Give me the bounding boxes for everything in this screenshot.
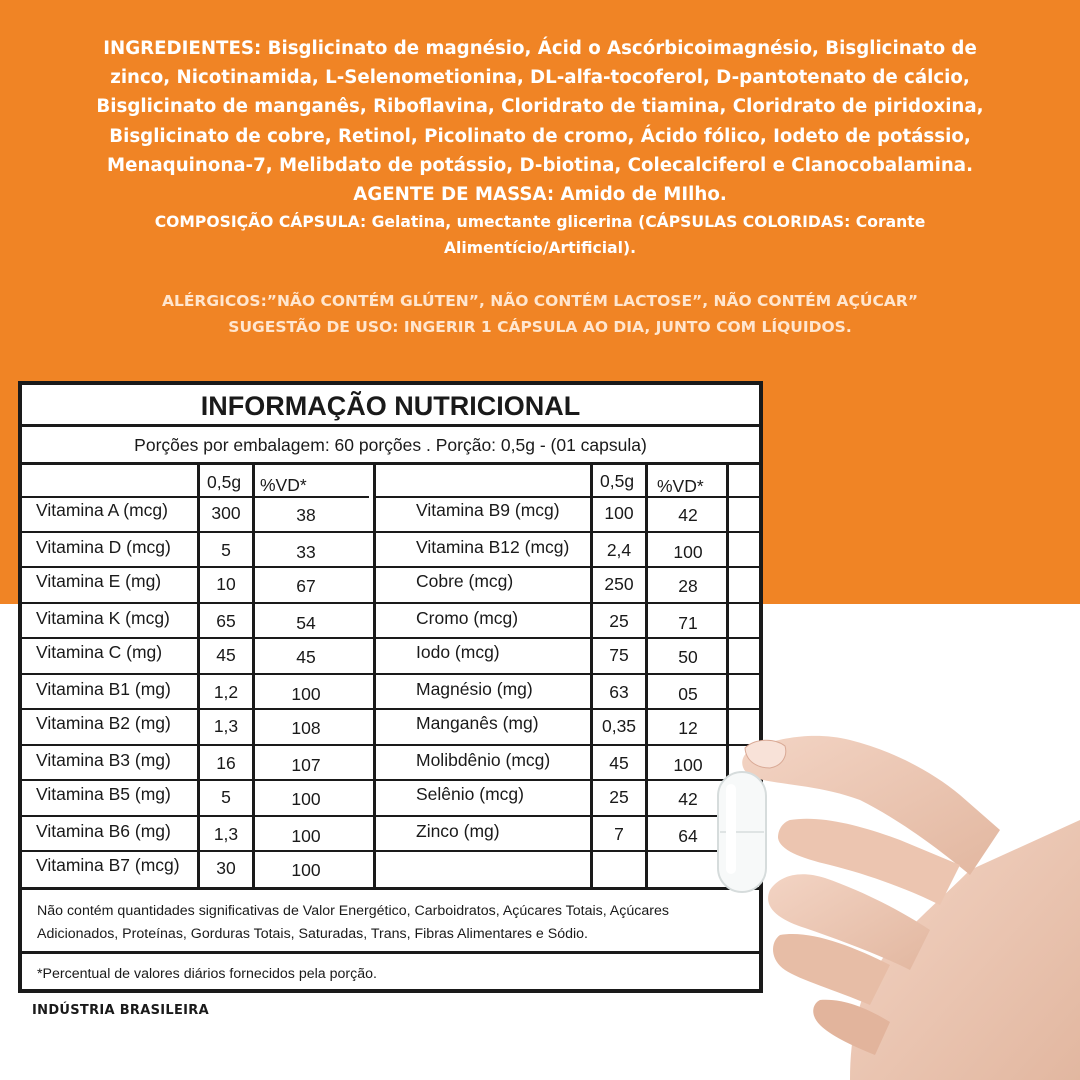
nutrition-facts-panel [18, 381, 763, 993]
nutrient-dv: 33 [296, 541, 316, 562]
nutrient-dv: 108 [291, 718, 321, 738]
column-divider [373, 465, 376, 887]
nutrient-amount: 25 [609, 787, 629, 807]
nutrient-amount: 7 [614, 823, 624, 844]
divider [22, 496, 369, 498]
nutrient-name: Vitamina B12 (mcg) [416, 536, 570, 557]
nutrient-amount: 75 [609, 645, 629, 665]
divider [22, 424, 759, 427]
row-divider [22, 815, 759, 817]
nutrient-name: Vitamina B7 (mcg) [36, 855, 180, 875]
row-divider [22, 850, 759, 852]
nutrient-name: Vitamina B6 (mg) [36, 820, 171, 841]
column-divider [645, 465, 648, 887]
nutrient-dv: 67 [296, 576, 316, 596]
row-divider [22, 673, 759, 675]
nutrient-amount: 45 [216, 645, 236, 665]
nutrient-amount: 65 [216, 610, 236, 631]
nutrient-name: Vitamina B3 (mg) [36, 749, 171, 770]
nutrient-name: Cobre (mcg) [416, 571, 514, 591]
nutrient-name: Vitamina C (mg) [36, 642, 163, 662]
nutrient-name: Zinco (mg) [416, 820, 500, 841]
nutrient-name: Vitamina D (mcg) [36, 536, 171, 557]
column-header-portion: 0,5g [600, 471, 635, 491]
servings-info: Porções por embalagem: 60 porções . Porção: 0,5g - (01 capsula) [134, 435, 647, 455]
nutrient-dv: 100 [291, 683, 321, 704]
row-divider [22, 602, 759, 604]
nutrient-amount: 16 [216, 752, 236, 773]
nutrient-amount: 2,4 [606, 539, 632, 560]
nutrient-name: Molibdênio (mcg) [416, 749, 551, 770]
nutrient-name: Vitamina E (mg) [36, 571, 162, 591]
nutrient-amount: 10 [216, 574, 236, 594]
ingredients-block [80, 34, 1000, 261]
column-divider [252, 465, 255, 887]
row-divider [22, 744, 759, 746]
column-header-portion: 0,5g [207, 472, 242, 492]
nutrient-amount: 30 [216, 858, 236, 878]
nutrient-dv: 54 [296, 612, 316, 633]
nutrient-amount: 1,3 [213, 716, 239, 736]
nutrient-dv: 38 [296, 505, 316, 525]
ingredients-text: INGREDIENTES: Bisglicinato de magnésio, Ácid o Ascórbicoimagnésio, Bisglicinato de zinco, Nicotinamida, L-Selenometionina, DL-alfa-tocoferol, D-pantotenato de cálcio, Bisglicinato de manganês, Riboflavina, Cloridrato de tiamina, Cloridrato de piridoxina, Bisglicinato de cobre, Retinol, Picolinato de cromo, Ácido fólico, Iodeto de potássio, Menaquinona-7, Melibdato de potássio, D-biotina, Colecalciferol e Clanocobalamina. AGENTE DE MASSA: Amido de MIlho. [96, 38, 984, 206]
nutrient-name: Manganês (mg) [416, 713, 539, 733]
nutrient-dv: 100 [291, 860, 321, 880]
origin-label: INDÚSTRIA BRASILEIRA [32, 1003, 209, 1018]
nutrient-amount: 100 [604, 503, 634, 523]
column-header-dv: %VD* [657, 476, 704, 496]
nutrient-amount: 300 [211, 503, 241, 523]
nutrient-amount: 250 [604, 574, 634, 594]
divider [22, 951, 759, 954]
nutrient-dv: 28 [678, 576, 698, 596]
nutrient-dv: 45 [296, 647, 316, 667]
nutrient-name: Selênio (mcg) [416, 784, 524, 804]
nutrient-dv: 42 [678, 505, 698, 525]
nutrient-dv: 12 [678, 718, 698, 738]
dv-footnote: *Percentual de valores diários fornecidos pela porção. [37, 965, 377, 982]
capsule-composition-text: COMPOSIÇÃO CÁPSULA: Gelatina, umectante glicerina (CÁPSULAS COLORIDAS: Corante Alimentício/Artificial). [154, 213, 926, 258]
nutrient-amount: 5 [221, 787, 231, 807]
nutrient-name: Vitamina B9 (mcg) [416, 500, 560, 520]
nutrient-amount: 25 [609, 610, 629, 631]
nutrient-dv: 71 [678, 612, 698, 633]
nutrient-dv: 107 [291, 754, 321, 775]
nutrient-dv: 100 [673, 754, 703, 775]
row-divider [22, 637, 759, 639]
nutrient-dv: 100 [673, 541, 703, 562]
nutrient-amount: 1,2 [213, 681, 239, 702]
allergens-text: ALÉRGICOS:”NÃO CONTÉM GLÚTEN”, NÃO CONTÉM LACTOSE”, NÃO CONTÉM AÇÚCAR” [161, 292, 919, 310]
divider [22, 462, 759, 465]
nutrient-amount: 5 [221, 539, 231, 560]
nutrient-name: Cromo (mcg) [416, 607, 519, 628]
allergens-block [60, 288, 1020, 340]
nutrient-dv: 42 [678, 789, 698, 809]
nutrient-amount: 45 [609, 752, 629, 773]
nutrient-dv: 50 [678, 647, 698, 667]
column-header-dv: %VD* [260, 475, 307, 495]
nutrient-dv: 100 [291, 789, 321, 809]
nutrient-name: Vitamina K (mcg) [36, 607, 170, 628]
nutrient-name: Vitamina B5 (mg) [36, 784, 171, 804]
usage-text: SUGESTÃO DE USO: INGERIR 1 CÁPSULA AO DIA, JUNTO COM LÍQUIDOS. [228, 318, 852, 336]
hand-holding-capsule-image [700, 700, 1080, 1080]
non-significant-note: Não contém quantidades significativas de Valor Energético, Carboidratos, Açúcares Totais, Açúcares Adicionados, Proteínas, Gorduras Totais, Saturadas, Trans, Fibras Alimentares e Sódio. [37, 902, 669, 942]
nutrient-dv: 05 [678, 683, 698, 704]
nutrient-dv: 100 [291, 825, 321, 846]
nutrient-name: Magnésio (mg) [416, 678, 533, 699]
nutrient-name: Vitamina B1 (mg) [36, 678, 171, 699]
nutrient-amount: 63 [609, 681, 629, 702]
nutrition-title: INFORMAÇÃO NUTRICIONAL [200, 391, 581, 421]
nutrient-dv: 64 [678, 825, 698, 846]
divider [22, 887, 759, 890]
row-divider [22, 779, 759, 781]
row-divider [22, 531, 759, 533]
row-divider [22, 566, 759, 568]
nutrient-amount: 0,35 [601, 716, 637, 736]
nutrient-name: Vitamina A (mcg) [36, 500, 168, 520]
row-divider [22, 708, 759, 710]
capsule-icon [718, 772, 766, 892]
nutrient-name: Vitamina B2 (mg) [36, 713, 171, 733]
nutrient-amount: 1,3 [213, 823, 239, 844]
nutrient-name: Iodo (mcg) [416, 642, 500, 662]
